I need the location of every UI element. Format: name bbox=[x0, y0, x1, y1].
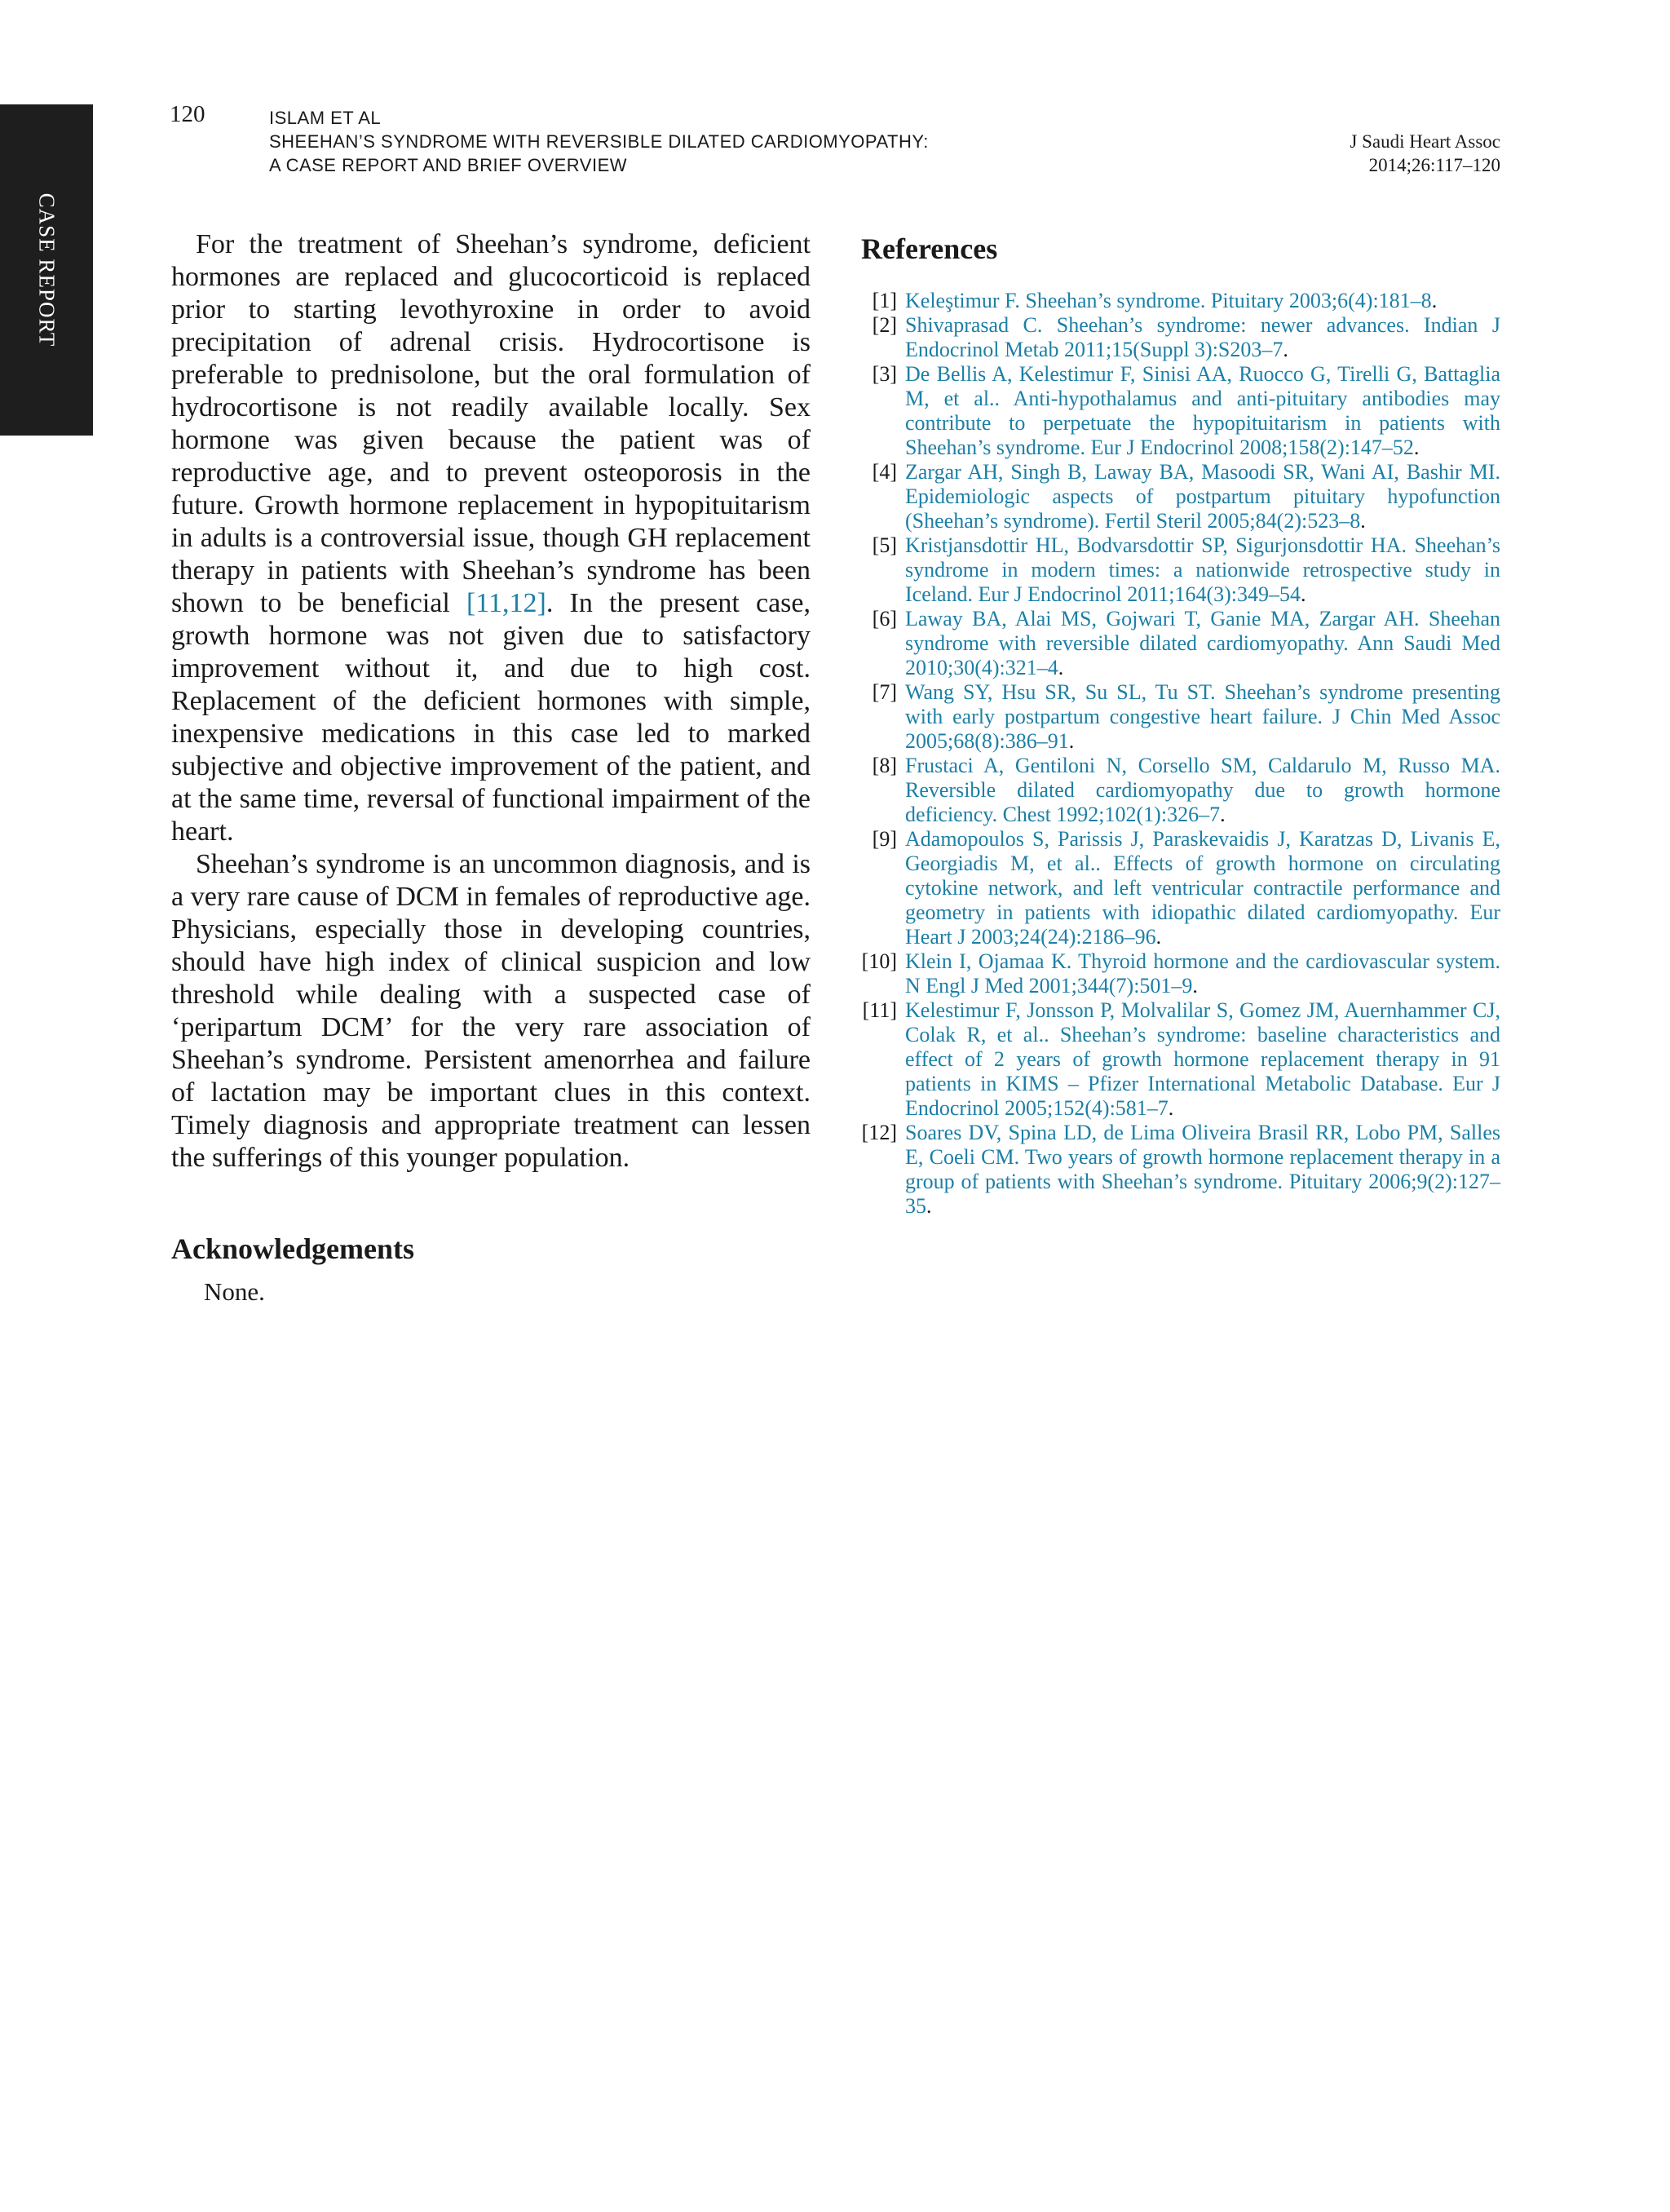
reference-number: [10] bbox=[861, 949, 897, 973]
journal-citation: 2014;26:117–120 bbox=[1368, 155, 1500, 175]
reference-link[interactable]: Adamopoulos S, Parissis J, Paraskevaidis J, Karatzas D, Livanis E, Georgiadis M, et al.. Effects of growth hormone on circulating cytokine network, and left ventricular contractile performance and geometry in patients with idiopathic dilated cardiomyopathy. Eur Heart J 2003;24(24):2186–96 bbox=[905, 827, 1500, 949]
right-column bbox=[861, 232, 1500, 1219]
running-head-authors: ISLAM ET AL bbox=[269, 108, 382, 128]
running-head bbox=[269, 106, 929, 177]
reference-item: [11] Kelestimur F, Jonsson P, Molvalilar S, Gomez JM, Auernhammer CJ, Colak R, et al.. Sheehan’s syndrome: baseline characteristics and effect of 2 years of growth hormone replacement therapy in 91 patients in KIMS – Pfizer International Metabolic Database. Eur J Endocrinol 2005;152(4):581–7. bbox=[862, 998, 1500, 1120]
body-paragraph: Sheehan’s syndrome is an uncommon diagnosis, and is a very rare cause of DCM in females of reproductive age. Physicians, especially those in developing countries, should have high index of clinical suspicion and low threshold while dealing with a suspected case of ‘peripartum DCM’ for the very rare association of Sheehan’s syndrome. Persistent amenorrhea and failure of lactation may be important clues in this context. Timely diagnosis and appropriate treatment can lessen the sufferings of this younger population. bbox=[171, 849, 811, 1173]
reference-number: [8] bbox=[872, 754, 897, 777]
reference-item: [9] Adamopoulos S, Parissis J, Paraskevaidis J, Karatzas D, Livanis E, Georgiadis M, et al.. Effects of growth hormone on circulating cytokine network, and left ventricular contractile performance and geometry in patients with idiopathic dilated cardiomyopathy. Eur Heart J 2003;24(24):2186–96. bbox=[861, 827, 1500, 949]
journal-info bbox=[1350, 130, 1500, 177]
journal-name: J Saudi Heart Assoc bbox=[1350, 131, 1500, 152]
reference-number: [7] bbox=[872, 680, 897, 704]
reference-link[interactable]: Soares DV, Spina LD, de Lima Oliveira Brasil RR, Lobo PM, Salles E, Coeli CM. Two years of growth hormone replacement therapy in a group of patients with Sheehan’s syndrome. Pituitary 2006;9(2):127–35 bbox=[905, 1121, 1500, 1218]
reference-item: [4] Zargar AH, Singh B, Laway BA, Masoodi SR, Wani AI, Bashir MI. Epidemiologic aspects of postpartum pituitary hypofunction (Sheehan’s syndrome). Fertil Steril 2005;84(2):523–8. bbox=[861, 460, 1500, 533]
reference-item: [3] De Bellis A, Kelestimur F, Sinisi AA, Ruocco G, Tirelli G, Battaglia M, et al.. Anti-hypothalamus and anti-pituitary antibodies may contribute to perpetuate the hypopituitarism in patients with Sheehan’s syndrome. Eur J Endocrinol 2008;158(2):147–52. bbox=[861, 362, 1500, 460]
body-paragraph bbox=[171, 228, 811, 848]
body-text bbox=[171, 228, 811, 1175]
reference-number: [5] bbox=[872, 533, 897, 557]
citation-link[interactable]: [11,12] bbox=[466, 588, 546, 618]
reference-link[interactable]: Shivaprasad C. Sheehan’s syndrome: newer advances. Indian J Endocrinol Metab 2011;15(Suppl 3):S203–7 bbox=[905, 313, 1500, 361]
reference-number: [6] bbox=[872, 607, 897, 630]
reference-list bbox=[861, 289, 1500, 1219]
reference-link[interactable]: Klein I, Ojamaa K. Thyroid hormone and the cardiovascular system. N Engl J Med 2001;344(7):501–9 bbox=[905, 949, 1500, 998]
running-head-title-line2: A CASE REPORT AND BRIEF OVERVIEW bbox=[269, 155, 628, 175]
reference-link[interactable]: Frustaci A, Gentiloni N, Corsello SM, Caldarulo M, Russo MA. Reversible dilated cardiomyopathy due to growth hormone deficiency. Chest 1992;102(1):326–7 bbox=[905, 754, 1500, 826]
reference-item: [12] Soares DV, Spina LD, de Lima Oliveira Brasil RR, Lobo PM, Salles E, Coeli CM. Two years of growth hormone replacement therapy in a group of patients with Sheehan’s syndrome. Pituitary 2006;9(2):127–35. bbox=[861, 1121, 1500, 1218]
reference-link[interactable]: Kristjansdottir HL, Bodvarsdottir SP, Sigurjonsdottir HA. Sheehan’s syndrome in modern times: a nationwide retrospective study in Iceland. Eur J Endocrinol 2011;164(3):349–54 bbox=[905, 533, 1500, 606]
reference-item: [10] Klein I, Ojamaa K. Thyroid hormone and the cardiovascular system. N Engl J Med 2001;344(7):501–9. bbox=[861, 949, 1500, 998]
page-number: 120 bbox=[170, 101, 205, 127]
reference-item: [1] Keleştimur F. Sheehan’s syndrome. Pituitary 2003;6(4):181–8. bbox=[861, 289, 1500, 313]
section-tab bbox=[0, 104, 93, 436]
reference-link[interactable]: Wang SY, Hsu SR, Su SL, Tu ST. Sheehan’s syndrome presenting with early postpartum congestive heart failure. J Chin Med Assoc 2005;68(8):386–91 bbox=[905, 680, 1500, 753]
left-column bbox=[171, 228, 811, 1307]
reference-number: [3] bbox=[872, 362, 897, 386]
reference-item: [2] Shivaprasad C. Sheehan’s syndrome: newer advances. Indian J Endocrinol Metab 2011;15(Suppl 3):S203–7. bbox=[861, 313, 1500, 362]
body-paragraph-text: . In the present case, growth hormone was not given due to satisfactory improvement without it, and due to high cost. Replacement of the deficient hormones with simple, inexpensive medications in this case led to marked subjective and objective improvement of the patient, and at the same time, reversal of functional impairment of the heart. bbox=[171, 588, 811, 847]
section-tab-label: CASE REPORT bbox=[34, 192, 60, 347]
reference-number: [4] bbox=[872, 460, 897, 484]
reference-link[interactable]: De Bellis A, Kelestimur F, Sinisi AA, Ruocco G, Tirelli G, Battaglia M, et al.. Anti-hypothalamus and anti-pituitary antibodies may contribute to perpetuate the hypopituitarism in patients with Sheehan’s syndrome. Eur J Endocrinol 2008;158(2):147–52 bbox=[905, 362, 1500, 459]
reference-link[interactable]: Zargar AH, Singh B, Laway BA, Masoodi SR, Wani AI, Bashir MI. Epidemiologic aspects of postpartum pituitary hypofunction (Sheehan’s syndrome). Fertil Steril 2005;84(2):523–8 bbox=[905, 460, 1500, 533]
acknowledgements-heading: Acknowledgements bbox=[171, 1232, 414, 1265]
reference-number: [9] bbox=[872, 827, 897, 851]
reference-number: [1] bbox=[872, 289, 897, 312]
body-paragraph-text: For the treatment of Sheehan’s syndrome, deficient hormones are replaced and glucocorticoid is replaced prior to starting levothyroxine in order to avoid precipitation of adrenal crisis. Hydrocortisone is preferable to prednisolone, but the oral formulation of hydrocortisone is not readily available locally. Sex hormone was given because the patient was of reproductive age, and to prevent osteoporosis in the future. Growth hormone replacement in hypopituitarism in adults is a controversial issue, though GH replacement therapy in patients with Sheehan’s syndrome has been shown to be beneficial bbox=[171, 229, 811, 618]
reference-item: [5] Kristjansdottir HL, Bodvarsdottir SP, Sigurjonsdottir HA. Sheehan’s syndrome in modern times: a nationwide retrospective study in Iceland. Eur J Endocrinol 2011;164(3):349–54. bbox=[861, 533, 1500, 607]
reference-item: [8] Frustaci A, Gentiloni N, Corsello SM, Caldarulo M, Russo MA. Reversible dilated cardiomyopathy due to growth hormone deficiency. Chest 1992;102(1):326–7. bbox=[861, 754, 1500, 827]
reference-item: [7] Wang SY, Hsu SR, Su SL, Tu ST. Sheehan’s syndrome presenting with early postpartum congestive heart failure. J Chin Med Assoc 2005;68(8):386–91. bbox=[861, 680, 1500, 754]
reference-number: [11] bbox=[862, 998, 897, 1022]
reference-item: [6] Laway BA, Alai MS, Gojwari T, Ganie MA, Zargar AH. Sheehan syndrome with reversible dilated cardiomyopathy. Ann Saudi Med 2010;30(4):321–4. bbox=[861, 607, 1500, 680]
reference-link[interactable]: Keleştimur F. Sheehan’s syndrome. Pituitary 2003;6(4):181–8 bbox=[905, 289, 1432, 312]
reference-number: [12] bbox=[861, 1121, 897, 1144]
reference-number: [2] bbox=[872, 313, 897, 337]
reference-link[interactable]: Laway BA, Alai MS, Gojwari T, Ganie MA, Zargar AH. Sheehan syndrome with reversible dilated cardiomyopathy. Ann Saudi Med 2010;30(4):321–4 bbox=[905, 607, 1500, 679]
reference-link[interactable]: Kelestimur F, Jonsson P, Molvalilar S, Gomez JM, Auernhammer CJ, Colak R, et al.. Sheehan’s syndrome: baseline characteristics and effect of 2 years of growth hormone replacement therapy in 91 patients in KIMS – Pfizer International Metabolic Database. Eur J Endocrinol 2005;152(4):581–7 bbox=[905, 998, 1500, 1120]
acknowledgements-text: None. bbox=[204, 1277, 265, 1306]
references-heading: References bbox=[861, 232, 998, 265]
running-head-title-line1: SHEEHAN’S SYNDROME WITH REVERSIBLE DILATED CARDIOMYOPATHY: bbox=[269, 131, 929, 152]
